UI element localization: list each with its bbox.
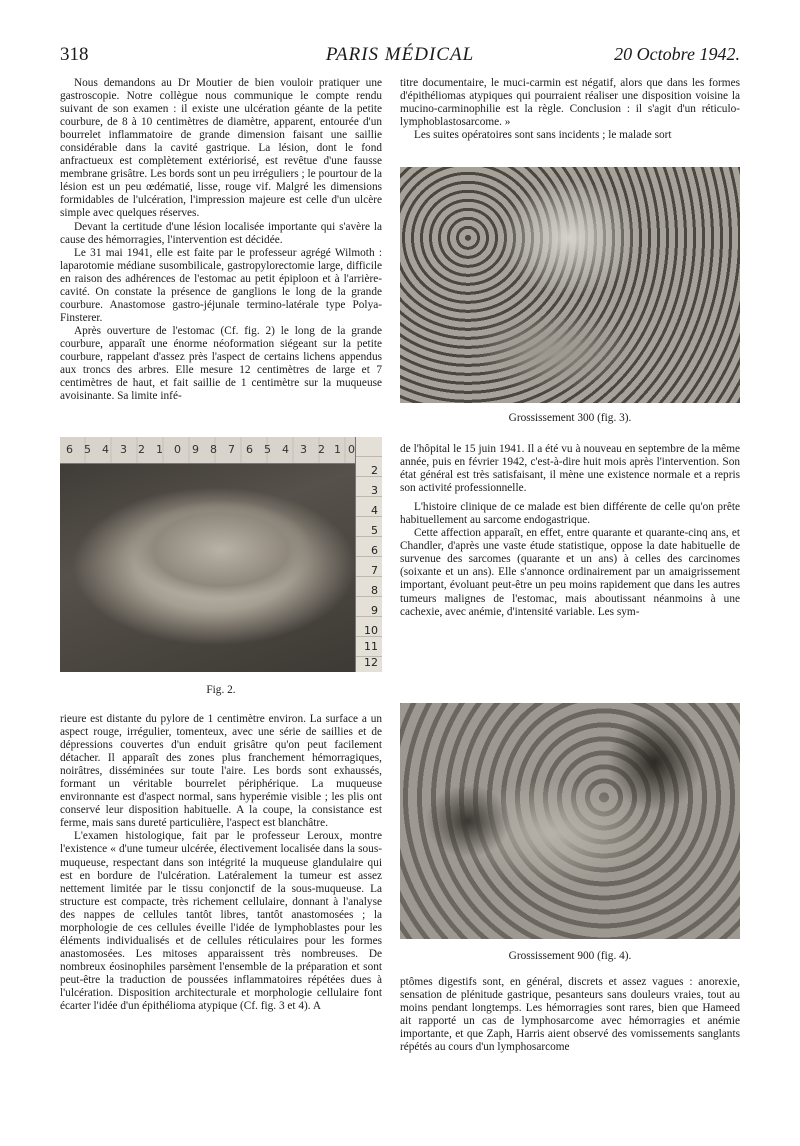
ruler-tick: 7 — [371, 564, 378, 577]
ruler-tick: 10 — [364, 624, 378, 637]
ruler-tick: 2 — [371, 464, 378, 477]
left-column-bottom — [60, 713, 382, 1013]
paragraph: Les suites opératoires sont sans incidents ; le malade sort — [414, 129, 672, 142]
ruler-tick: 5 — [264, 443, 271, 456]
paragraph: titre documentaire, le muci-carmin est négatif, alors que dans les formes d'épithéliomas atypiques qui pourraient réaliser une disposition voisine la mucino-carminophilie est la règle. Conclusion : il s'agit d'un réticulo-lymphoblastosarcome. » — [400, 77, 740, 129]
ruler-tick: 0 — [174, 443, 181, 456]
ruler-tick: 4 — [282, 443, 289, 456]
ruler-tick: 12 — [364, 656, 378, 669]
right-column-top — [400, 77, 740, 142]
ruler-tick: 1 — [156, 443, 163, 456]
left-column-top — [60, 77, 382, 403]
figure-3-micrograph — [400, 167, 740, 403]
paragraph: Devant la certitude d'une lésion localisée importante qui s'avère la cause des hémorragies, l'intervention est décidée. — [60, 220, 382, 246]
journal-title: PARIS MÉDICAL — [325, 44, 475, 65]
paragraph: Nous demandons au Dr Moutier de bien vouloir pratiquer une gastroscopie. Notre collègue nous communique le compte rendu suivant de son examen : il existe une ulcération géante de la petite courbure, de 8 à 10 centimètres de diamètre, apparent, entourée d'un bourrelet inflammatoire de grande dimension faisant une saillie considérable dans la cavité gastrique. La lésion, dont le fond anfractueux est complètement extériorisé, est revêtue d'une fausse membrane grisâtre. Les bords sont un peu irréguliers ; le pourtour de la lésion est un peu œdématié, lisse, rouge vif. Malgré les dimensions formidables de l'ulcération, l'impression majeure est celle d'un ulcère simple avec quelques réserves. — [60, 77, 382, 220]
paragraph: rieure est distante du pylore de 1 centimètre environ. La surface a un aspect rouge, irrégulier, tomenteux, avec une série de saillies et de dépressions couvertes d'un enduit grisâtre qu'on peut facilement détacher. Il apparaît des zones plus franchement hémorragiques, noirâtres, disséminées sur toute l'aire. Les bords sont exhaussés, formant un véritable bourrelet périphérique. La muqueuse environnante est d'aspect normal, sans hyperémie visible ; les plis ont conservé leur disposition habituelle. A la coupe, la consistance est ferme, mais sans dureté particulière, l'aspect est blanchâtre. — [60, 713, 382, 830]
paragraph: Cette affection apparaît, en effet, entre quarante et quarante-cinq ans, et Chandler, d'après une vaste étude statistique, oppose la date habituelle de survenue des sarcomes (quarante et un ans) à celles des carcinomes (soixante et un ans). Elle s'annonce ordinairement par un amaigrissement important, évoluant peut-être un peu moins rapidement que dans les autres tumeurs malignes de l'estomac, mais aboutissant néanmoins à une cachexie, avec anémie, d'intensité variable. Les sym- — [400, 527, 740, 618]
ruler-tick: 6 — [371, 544, 378, 557]
ruler-tick: 9 — [371, 604, 378, 617]
ruler-tick: 7 — [228, 443, 235, 456]
figure-4-caption: Grossissement 900 (fig. 4). — [508, 950, 632, 962]
paragraph: Le 31 mai 1941, elle est faite par le professeur agrégé Wilmoth : laparotomie médiane susombilicale, gastropylorectomie large, difficile en raison des adhérences de l'estomac au petit épiploon et à l'arrière-cavité. On constate la présence de ganglions le long de la grande courbure. Anastomose gastro-jéjunale termino-latérale type Polya-Finsterer. — [60, 246, 382, 324]
ruler-tick: 2 — [138, 443, 145, 456]
ruler-tick: 3 — [300, 443, 307, 456]
ruler-tick: 4 — [102, 443, 109, 456]
right-column-bottom — [400, 976, 740, 1054]
paragraph: Après ouverture de l'estomac (Cf. fig. 2) le long de la grande courbure, apparaît une énorme néoformation siégeant sur la petite courbure, rappelant d'assez près l'aspect de certains lichens appendus aux troncs des arbres. Elle mesure 12 centimètres de large et 7 centimètres de haut, et fait saillie de 1 centimètre sur la muqueuse avoisinante. Sa limite infé- — [60, 324, 382, 403]
right-column-middle — [400, 443, 740, 619]
paragraph: L'examen histologique, fait par le professeur Leroux, montre l'existence « d'une tumeur ulcérée, électivement localisée dans la sous-muqueuse, respectant dans son intégrité la muqueuse glandulaire qui est en bordure de l'ulcération. Latéralement la tumeur est assez nettement limitée par le tissu conjonctif de la sous-muqueuse. La structure est compacte, très richement cellulaire, donnant à l'analyse des nappes de cellules tantôt libres, tantôt anastomosées ; la morphologie de ces cellules éveille l'idée de lymphoblastes pour les éléments individualisés et de cellules réticulaires pour les formes anastomosées. Les mitoses apparaissent très nombreuses. De nombreux éosinophiles parsèment l'ensemble de la préparation et sont peut-être la traduction de poussées inflammatoires répétées dues à l'ulcération. Disposition architecturale et morphologie cellulaire font écarter l'idée d'un épithélioma atypique (Cf. fig. 3 et 4). A — [60, 830, 382, 1013]
ruler-right — [355, 437, 382, 672]
figure-2-specimen-photo — [60, 437, 382, 672]
ruler-tick: 4 — [371, 504, 378, 517]
ruler-tick: 5 — [84, 443, 91, 456]
ruler-tick: 3 — [120, 443, 127, 456]
ruler-tick: 3 — [371, 484, 378, 497]
paragraph: de l'hôpital le 15 juin 1941. Il a été vu à nouveau en septembre de la même année, puis en février 1942, c'est-à-dire huit mois après l'intervention. Son état général est très satisfaisant, il mène une existence normale et a repris son activité professionnelle. — [400, 443, 740, 495]
ruler-tick: 11 — [364, 640, 378, 653]
page-header — [60, 44, 740, 70]
figure-4-micrograph — [400, 703, 740, 939]
figure-2-caption: Fig. 2. — [206, 684, 236, 696]
ruler-tick: 1 — [334, 443, 341, 456]
ruler-tick: 6 — [66, 443, 73, 456]
ruler-tick: 8 — [371, 584, 378, 597]
paragraph: ptômes digestifs sont, en général, discrets et assez vagues : anorexie, sensation de plénitude gastrique, pesanteurs sans douleurs vraies, tout au moins pendant longtemps. Les hémorragies sont rares, bien que Hameed ait rapporté un cas de lymphosarcome avec hémorragies et anémie importante, et que Zaph, Harris aient observé des vomissements sanglants répétés au cours d'un lymphosarcome — [400, 976, 740, 1054]
ruler-top — [60, 437, 360, 464]
ruler-tick: 6 — [246, 443, 253, 456]
page-number: 318 — [60, 44, 89, 65]
ruler-tick: 0 — [348, 443, 355, 456]
ruler-tick: 8 — [210, 443, 217, 456]
issue-date: 20 Octobre 1942. — [614, 44, 740, 64]
paragraph: L'histoire clinique de ce malade est bien différente de celle qu'on prête habituellement au sarcome endogastrique. — [400, 501, 740, 527]
ruler-tick: 2 — [318, 443, 325, 456]
ruler-tick: 9 — [192, 443, 199, 456]
ruler-tick: 5 — [371, 524, 378, 537]
figure-3-caption: Grossissement 300 (fig. 3). — [508, 412, 632, 424]
